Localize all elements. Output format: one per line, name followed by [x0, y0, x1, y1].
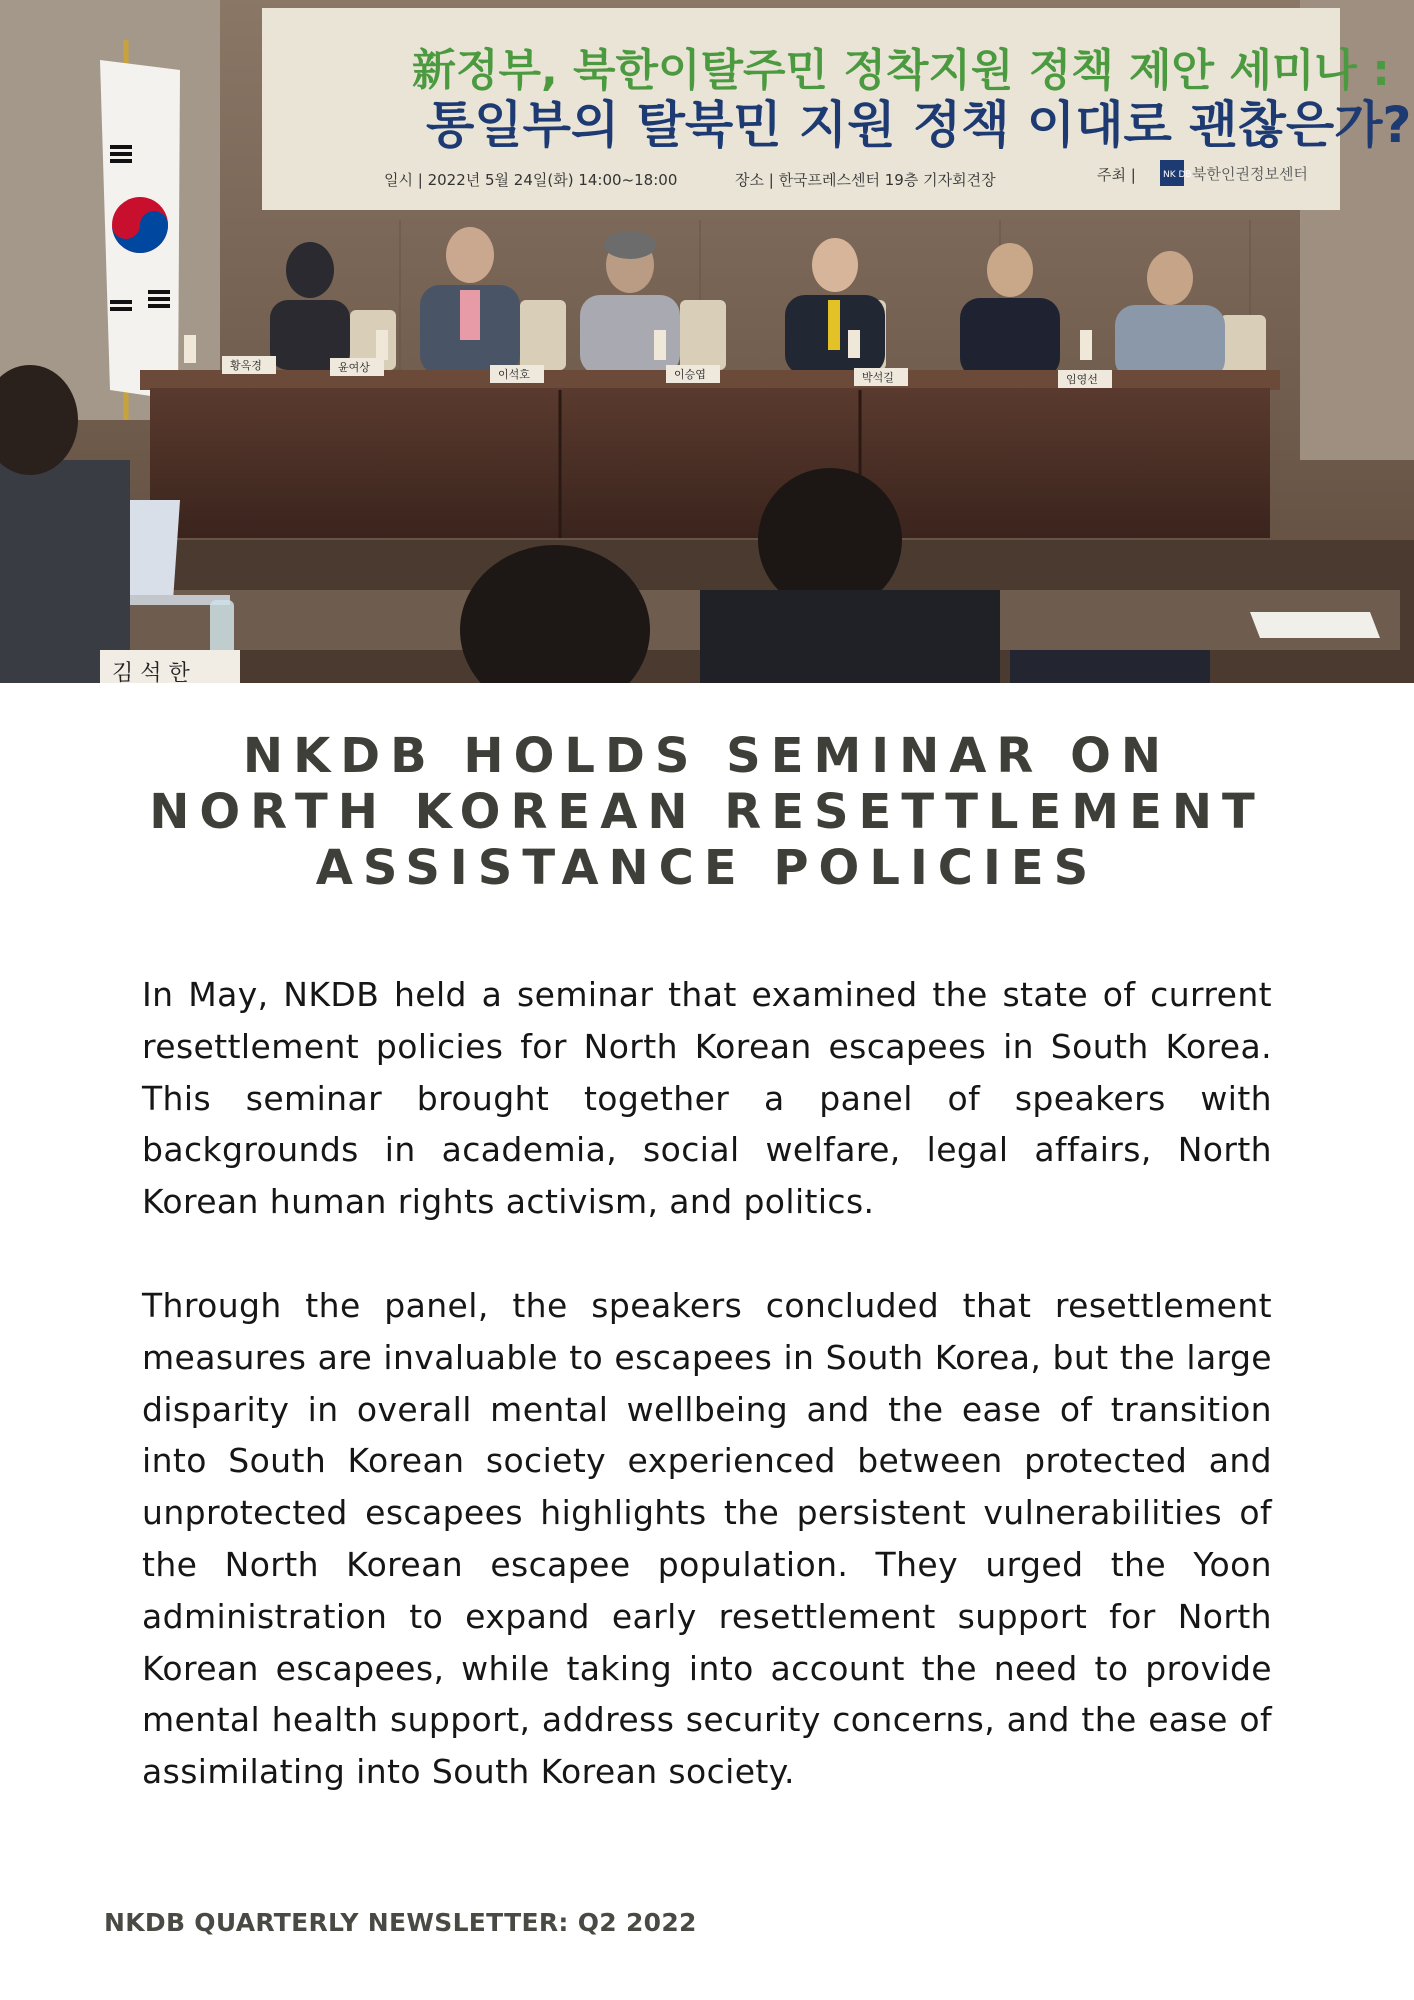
article-paragraph-1: In May, NKDB held a seminar that examined the state of current resettlement policies for North Korean escapees in South Korea. This seminar brought together a panel of speakers with backgrounds in academia, social welfare, legal affairs, North Korean human rights activism, and politics.: [142, 975, 1272, 1222]
nameplate: 임영선: [1066, 373, 1098, 386]
nameplate: 윤여상: [338, 361, 370, 374]
nameplate: 이승엽: [674, 368, 706, 381]
nameplate: 이석호: [498, 368, 530, 381]
seminar-photo: [0, 0, 1414, 683]
headline-line-3: ASSISTANCE POLICIES: [315, 840, 1099, 896]
panel-table: [150, 388, 1270, 538]
banner-logo-text: NK DB: [1163, 170, 1192, 180]
nameplate: 황옥경: [230, 359, 262, 372]
banner-host: 주최 |: [1097, 166, 1136, 184]
banner-venue: 장소 | 한국프레스센터 19층 기자회견장: [735, 171, 996, 189]
article-headline: [90, 728, 1324, 896]
article-paragraph-2: Through the panel, the speakers concluded that resettlement measures are invaluable to escapees in South Korea, but the large disparity in overall mental wellbeing and the ease of transition into South Korean society experienced between protected and unprotected escapees highlights the persistent vulnerabilities of the North Korean escapee population. They urged the Yoon administration to expand early resettlement support for North Korean escapees, while taking into account the need to provide mental health support, address security concerns, and the ease of assimilating into South Korean society.: [142, 1286, 1272, 1792]
banner-title-line2: 통일부의 탈북민 지원 정책 이대로 괜찮은가?: [426, 96, 1412, 154]
banner-org: 북한인권정보센터: [1192, 165, 1308, 183]
headline-line-2: NORTH KOREAN RESETTLEMENT: [149, 784, 1265, 840]
audience-nameplate: 김 석 한: [112, 661, 190, 683]
headline-line-1: NKDB HOLDS SEMINAR ON: [242, 728, 1172, 784]
banner-date: 일시 | 2022년 5월 24일(화) 14:00~18:00: [384, 171, 678, 189]
nameplate: 박석길: [862, 371, 894, 384]
newsletter-footer: NKDB QUARTERLY NEWSLETTER: Q2 2022: [104, 1908, 697, 1937]
banner-title-line1: 新정부, 북한이탈주민 정착지원 정책 제안 세미나 :: [412, 45, 1390, 96]
